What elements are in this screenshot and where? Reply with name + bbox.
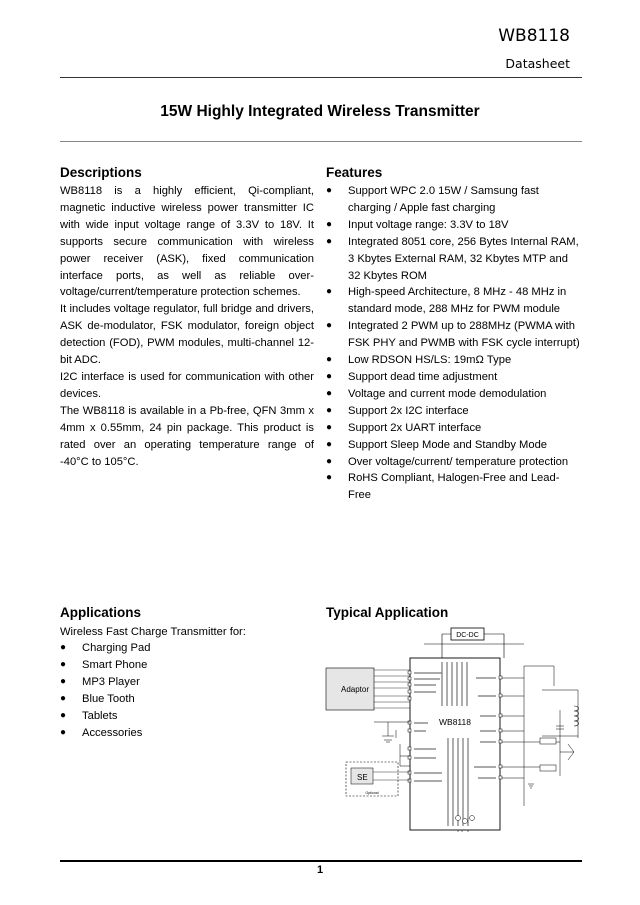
- feature-item: ● Support dead time adjustment: [326, 369, 580, 386]
- typical-application-heading: Typical Application: [326, 605, 449, 620]
- descriptions-paragraph: WB8118 is a highly efficient, Qi-compliant, magnetic inductive wireless power transmitter IC with wide input voltage range of 3.3V to 18V. It supports secure communication with wireless power receiver (ASK), fixed communication interface ports, as well as reliable over-voltage/current/temperature protection schemes.: [60, 185, 314, 299]
- feature-item: ● Integrated 2 PWM up to 288MHz (PWMA with FSK PHY and PWMB with FSK cycle interrupt): [326, 318, 580, 352]
- application-item: ● Charging Pad: [60, 640, 290, 657]
- application-item: ● Tablets: [60, 708, 290, 725]
- feature-item: ● Low RDSON HS/LS: 19mΩ Type: [326, 352, 580, 369]
- typical-application-diagram: [324, 626, 586, 834]
- application-item: ● Smart Phone: [60, 657, 290, 674]
- applications-heading: Applications: [60, 605, 142, 620]
- page-number: 1: [316, 864, 324, 876]
- descriptions-paragraph: I2C interface is used for communication with other devices.: [60, 370, 314, 400]
- application-item: ● MP3 Player: [60, 674, 290, 691]
- feature-item: ● Support WPC 2.0 15W / Samsung fast charging / Apple fast charging: [326, 183, 580, 217]
- header-divider: [60, 77, 582, 78]
- feature-item: ● Over voltage/current/ temperature protection: [326, 454, 580, 471]
- page-title: 15W Highly Integrated Wireless Transmitter: [160, 103, 480, 120]
- descriptions-body: [60, 183, 314, 470]
- descriptions-heading: Descriptions: [60, 165, 142, 180]
- application-item: ● Accessories: [60, 725, 290, 742]
- feature-item: ● RoHS Compliant, Halogen-Free and Lead-Free: [326, 470, 580, 504]
- feature-item: ● Support Sleep Mode and Standby Mode: [326, 437, 580, 454]
- feature-item: ● Input voltage range: 3.3V to 18V: [326, 217, 580, 234]
- applications-lead: Wireless Fast Charge Transmitter for:: [60, 626, 246, 638]
- wb8118-chip: [410, 658, 500, 830]
- features-list: [326, 183, 580, 504]
- feature-item: ● High-speed Architecture, 8 MHz - 48 MHz in standard mode, 288 MHz for PWM module: [326, 284, 580, 318]
- descriptions-paragraph: It includes voltage regulator, full bridge and drivers, ASK de-modulator, FSK modulator, foreign object detection (FOD), PWM modules, multi-channel 12-bit ADC.: [60, 303, 314, 367]
- descriptions-paragraph: The WB8118 is available in a Pb-free, QFN 3mm x 4mm x 0.55mm, 24 pin package. This product is rated over an operating temperature range of -40°C to 105°C.: [60, 404, 314, 468]
- feature-item: ● Support 2x UART interface: [326, 420, 580, 437]
- se-caption: Optional: [365, 791, 379, 795]
- features-heading: Features: [326, 165, 383, 180]
- applications-list: [60, 640, 290, 741]
- title-divider: [60, 141, 582, 142]
- application-item: ● Blue Tooth: [60, 691, 290, 708]
- chip-label: WB8118: [439, 717, 471, 727]
- header-part-number: WB8118: [498, 26, 570, 46]
- se-label: SE: [357, 773, 368, 782]
- feature-item: ● Support 2x I2C interface: [326, 403, 580, 420]
- feature-item: ● Integrated 8051 core, 256 Bytes Internal RAM, 3 Kbytes External RAM, 32 Kbytes MTP and 32 Kbytes ROM: [326, 234, 580, 285]
- feature-item: ● Voltage and current mode demodulation: [326, 386, 580, 403]
- footer-divider: [60, 860, 582, 862]
- adaptor-label: Adaptor: [341, 685, 370, 694]
- dcdc-label: DC-DC: [456, 632, 479, 639]
- header-doc-type: Datasheet: [505, 56, 570, 71]
